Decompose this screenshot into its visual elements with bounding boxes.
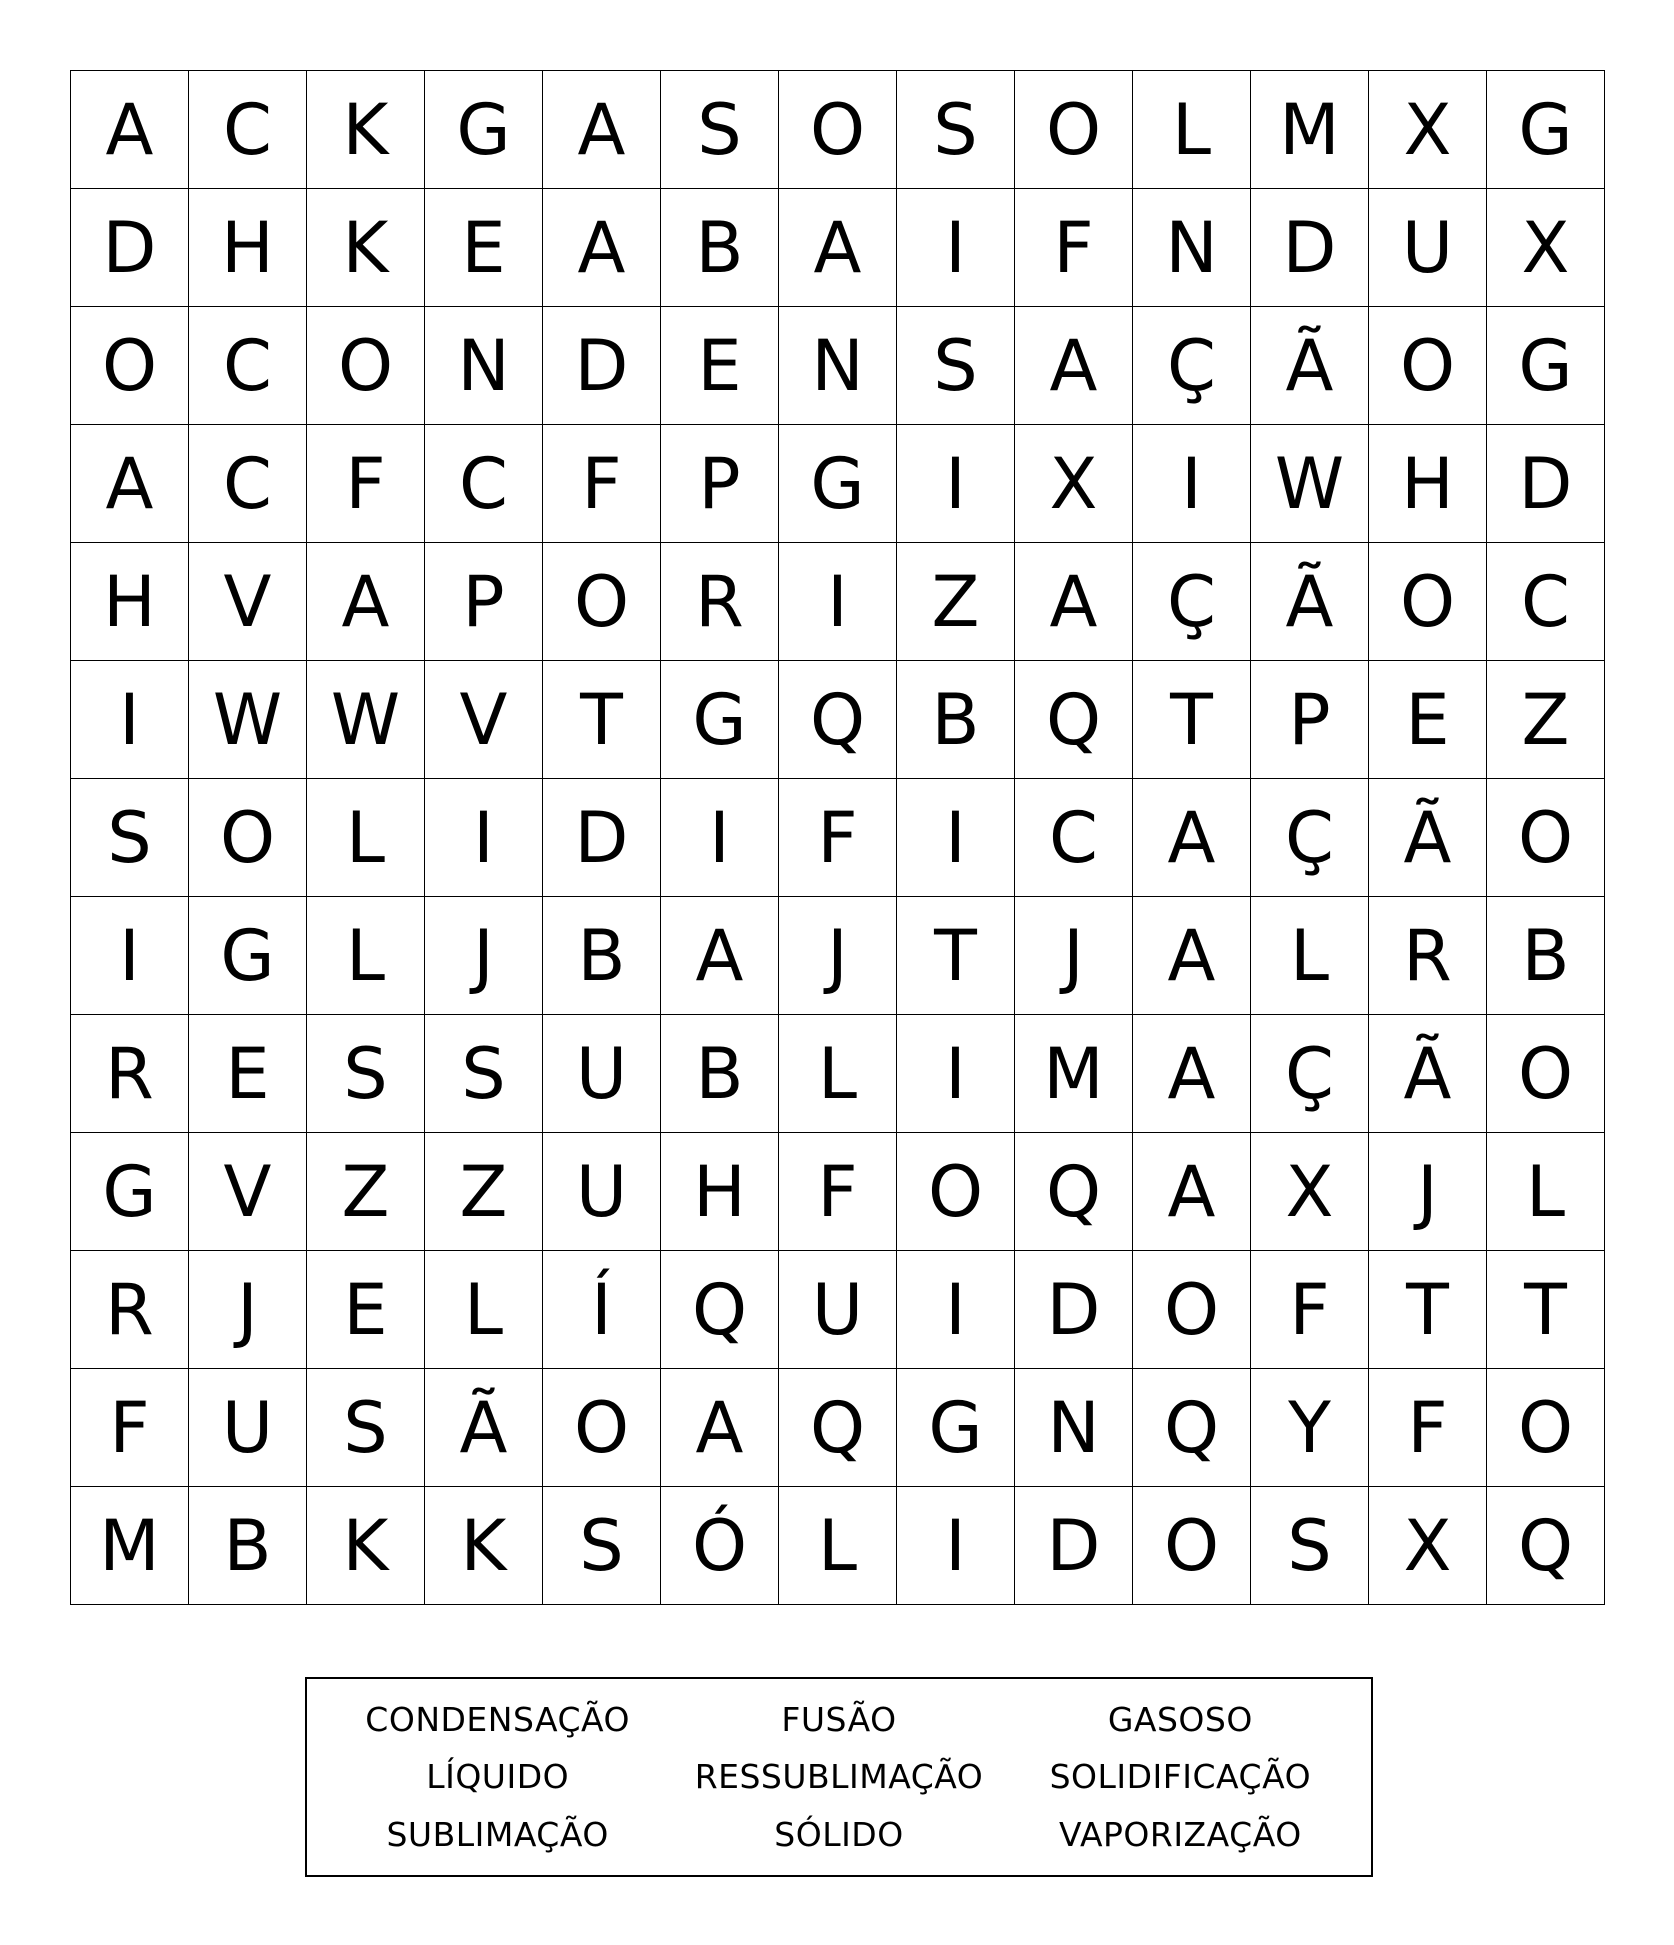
- grid-cell: L: [307, 897, 425, 1015]
- grid-cell: E: [307, 1251, 425, 1369]
- grid-cell: I: [897, 1487, 1015, 1605]
- grid-cell: O: [1487, 1369, 1605, 1487]
- grid-cell: M: [71, 1487, 189, 1605]
- grid-cell: O: [1369, 307, 1487, 425]
- grid-cell: I: [1133, 425, 1251, 543]
- grid-cell: I: [779, 543, 897, 661]
- grid-cell: L: [779, 1015, 897, 1133]
- word-list-item: VAPORIZAÇÃO: [1058, 1814, 1302, 1854]
- grid-cell: V: [189, 543, 307, 661]
- grid-cell: B: [543, 897, 661, 1015]
- grid-cell: H: [1369, 425, 1487, 543]
- grid-cell: B: [661, 189, 779, 307]
- grid-cell: O: [189, 779, 307, 897]
- grid-cell: F: [1369, 1369, 1487, 1487]
- grid-cell: O: [1133, 1487, 1251, 1605]
- grid-cell: G: [1487, 71, 1605, 189]
- grid-cell: S: [307, 1015, 425, 1133]
- grid-cell: F: [307, 425, 425, 543]
- grid-cell: T: [897, 897, 1015, 1015]
- grid-cell: K: [307, 189, 425, 307]
- grid-cell: D: [1015, 1251, 1133, 1369]
- grid-cell: N: [1133, 189, 1251, 307]
- word-list-item: SUBLIMAÇÃO: [386, 1814, 609, 1854]
- grid-cell: U: [779, 1251, 897, 1369]
- grid-cell: K: [307, 71, 425, 189]
- grid-cell: A: [543, 71, 661, 189]
- grid-cell: S: [543, 1487, 661, 1605]
- grid-cell: H: [189, 189, 307, 307]
- grid-cell: L: [1487, 1133, 1605, 1251]
- word-list-item: GASOSO: [1107, 1700, 1253, 1740]
- grid-cell: D: [71, 189, 189, 307]
- grid-cell: K: [425, 1487, 543, 1605]
- grid-cell: B: [1487, 897, 1605, 1015]
- grid-cell: G: [425, 71, 543, 189]
- word-search-grid: [70, 70, 1605, 1605]
- word-list-box: [305, 1677, 1373, 1877]
- grid-cell: O: [1015, 71, 1133, 189]
- grid-cell: D: [1015, 1487, 1133, 1605]
- word-list-item: SOLIDIFICAÇÃO: [1049, 1757, 1312, 1797]
- grid-cell: D: [543, 307, 661, 425]
- grid-cell: Ã: [1369, 779, 1487, 897]
- grid-cell: U: [189, 1369, 307, 1487]
- grid-cell: X: [1487, 189, 1605, 307]
- grid-cell: S: [1251, 1487, 1369, 1605]
- grid-cell: J: [1015, 897, 1133, 1015]
- grid-cell: N: [425, 307, 543, 425]
- word-list-item: CONDENSAÇÃO: [365, 1700, 631, 1740]
- grid-cell: R: [1369, 897, 1487, 1015]
- grid-cell: G: [189, 897, 307, 1015]
- grid-cell: Ã: [1369, 1015, 1487, 1133]
- grid-cell: S: [307, 1369, 425, 1487]
- grid-cell: W: [189, 661, 307, 779]
- grid-cell: O: [1487, 779, 1605, 897]
- grid-cell: Z: [897, 543, 1015, 661]
- word-list-item: FUSÃO: [781, 1700, 897, 1740]
- grid-cell: F: [543, 425, 661, 543]
- grid-cell: V: [425, 661, 543, 779]
- grid-cell: O: [1369, 543, 1487, 661]
- grid-cell: I: [71, 897, 189, 1015]
- grid-cell: A: [71, 425, 189, 543]
- grid-cell: X: [1369, 1487, 1487, 1605]
- grid-cell: L: [1251, 897, 1369, 1015]
- grid-cell: O: [71, 307, 189, 425]
- grid-cell: B: [661, 1015, 779, 1133]
- grid-cell: E: [661, 307, 779, 425]
- grid-cell: S: [897, 307, 1015, 425]
- grid-cell: G: [897, 1369, 1015, 1487]
- grid-cell: Q: [779, 1369, 897, 1487]
- grid-cell: I: [897, 1251, 1015, 1369]
- grid-cell: I: [425, 779, 543, 897]
- grid-cell: A: [1133, 897, 1251, 1015]
- grid-cell: X: [1015, 425, 1133, 543]
- grid-cell: S: [425, 1015, 543, 1133]
- grid-cell: C: [189, 71, 307, 189]
- grid-cell: C: [189, 425, 307, 543]
- grid-cell: Ó: [661, 1487, 779, 1605]
- grid-cell: F: [1015, 189, 1133, 307]
- grid-cell: T: [1487, 1251, 1605, 1369]
- grid-cell: I: [71, 661, 189, 779]
- grid-cell: K: [307, 1487, 425, 1605]
- grid-cell: D: [1251, 189, 1369, 307]
- grid-cell: N: [779, 307, 897, 425]
- grid-cell: E: [1369, 661, 1487, 779]
- grid-cell: Q: [779, 661, 897, 779]
- grid-cell: Q: [1487, 1487, 1605, 1605]
- grid-cell: O: [543, 543, 661, 661]
- grid-cell: A: [71, 71, 189, 189]
- word-list-item: SÓLIDO: [774, 1814, 904, 1854]
- grid-cell: G: [661, 661, 779, 779]
- grid-cell: I: [897, 1015, 1015, 1133]
- grid-cell: A: [1133, 779, 1251, 897]
- grid-cell: W: [1251, 425, 1369, 543]
- grid-cell: L: [307, 779, 425, 897]
- grid-cell: O: [543, 1369, 661, 1487]
- grid-cell: P: [1251, 661, 1369, 779]
- grid-cell: I: [897, 425, 1015, 543]
- grid-cell: J: [425, 897, 543, 1015]
- grid-cell: A: [779, 189, 897, 307]
- grid-cell: Ç: [1251, 779, 1369, 897]
- grid-cell: Ç: [1251, 1015, 1369, 1133]
- grid-cell: I: [897, 189, 1015, 307]
- grid-cell: P: [661, 425, 779, 543]
- grid-cell: B: [189, 1487, 307, 1605]
- grid-cell: Ã: [1251, 543, 1369, 661]
- grid-cell: A: [1015, 543, 1133, 661]
- grid-cell: N: [1015, 1369, 1133, 1487]
- grid-cell: J: [779, 897, 897, 1015]
- grid-cell: F: [779, 1133, 897, 1251]
- grid-cell: B: [897, 661, 1015, 779]
- grid-cell: F: [779, 779, 897, 897]
- grid-cell: J: [189, 1251, 307, 1369]
- grid-cell: D: [543, 779, 661, 897]
- grid-cell: U: [1369, 189, 1487, 307]
- grid-cell: X: [1251, 1133, 1369, 1251]
- grid-cell: M: [1251, 71, 1369, 189]
- grid-cell: M: [1015, 1015, 1133, 1133]
- grid-cell: F: [1251, 1251, 1369, 1369]
- grid-cell: S: [71, 779, 189, 897]
- grid-cell: Í: [543, 1251, 661, 1369]
- grid-cell: J: [1369, 1133, 1487, 1251]
- grid-cell: X: [1369, 71, 1487, 189]
- grid-cell: H: [661, 1133, 779, 1251]
- grid-cell: T: [1369, 1251, 1487, 1369]
- grid-cell: S: [897, 71, 1015, 189]
- grid-cell: R: [71, 1251, 189, 1369]
- grid-cell: O: [779, 71, 897, 189]
- grid-cell: Y: [1251, 1369, 1369, 1487]
- grid-cell: Z: [425, 1133, 543, 1251]
- grid-cell: C: [189, 307, 307, 425]
- grid-cell: A: [1133, 1015, 1251, 1133]
- grid-cell: C: [1015, 779, 1133, 897]
- grid-cell: G: [71, 1133, 189, 1251]
- grid-cell: Q: [1015, 661, 1133, 779]
- grid-cell: W: [307, 661, 425, 779]
- grid-cell: A: [1015, 307, 1133, 425]
- grid-cell: A: [543, 189, 661, 307]
- grid-cell: Ã: [1251, 307, 1369, 425]
- grid-cell: S: [661, 71, 779, 189]
- grid-cell: A: [1133, 1133, 1251, 1251]
- grid-cell: E: [189, 1015, 307, 1133]
- grid-cell: E: [425, 189, 543, 307]
- grid-cell: Ã: [425, 1369, 543, 1487]
- grid-cell: T: [543, 661, 661, 779]
- grid-cell: C: [425, 425, 543, 543]
- grid-cell: Z: [307, 1133, 425, 1251]
- grid-cell: Q: [1015, 1133, 1133, 1251]
- grid-cell: A: [661, 897, 779, 1015]
- grid-cell: Ç: [1133, 307, 1251, 425]
- grid-cell: C: [1487, 543, 1605, 661]
- grid-cell: L: [1133, 71, 1251, 189]
- grid-cell: O: [1487, 1015, 1605, 1133]
- grid-cell: U: [543, 1015, 661, 1133]
- grid-cell: F: [71, 1369, 189, 1487]
- grid-cell: T: [1133, 661, 1251, 779]
- grid-cell: R: [661, 543, 779, 661]
- grid-cell: G: [1487, 307, 1605, 425]
- grid-cell: U: [543, 1133, 661, 1251]
- grid-cell: O: [307, 307, 425, 425]
- word-list-item: RESSUBLIMAÇÃO: [694, 1757, 984, 1797]
- grid-cell: P: [425, 543, 543, 661]
- grid-cell: Ç: [1133, 543, 1251, 661]
- grid-cell: O: [897, 1133, 1015, 1251]
- grid-cell: H: [71, 543, 189, 661]
- grid-cell: I: [897, 779, 1015, 897]
- grid-cell: L: [779, 1487, 897, 1605]
- grid-cell: V: [189, 1133, 307, 1251]
- grid-cell: D: [1487, 425, 1605, 543]
- word-list-item: LÍQUIDO: [426, 1757, 570, 1797]
- grid-cell: O: [1133, 1251, 1251, 1369]
- grid-cell: Q: [1133, 1369, 1251, 1487]
- grid-cell: R: [71, 1015, 189, 1133]
- grid-cell: A: [307, 543, 425, 661]
- grid-cell: Z: [1487, 661, 1605, 779]
- grid-cell: I: [661, 779, 779, 897]
- grid-cell: G: [779, 425, 897, 543]
- grid-cell: A: [661, 1369, 779, 1487]
- grid-cell: Q: [661, 1251, 779, 1369]
- grid-cell: L: [425, 1251, 543, 1369]
